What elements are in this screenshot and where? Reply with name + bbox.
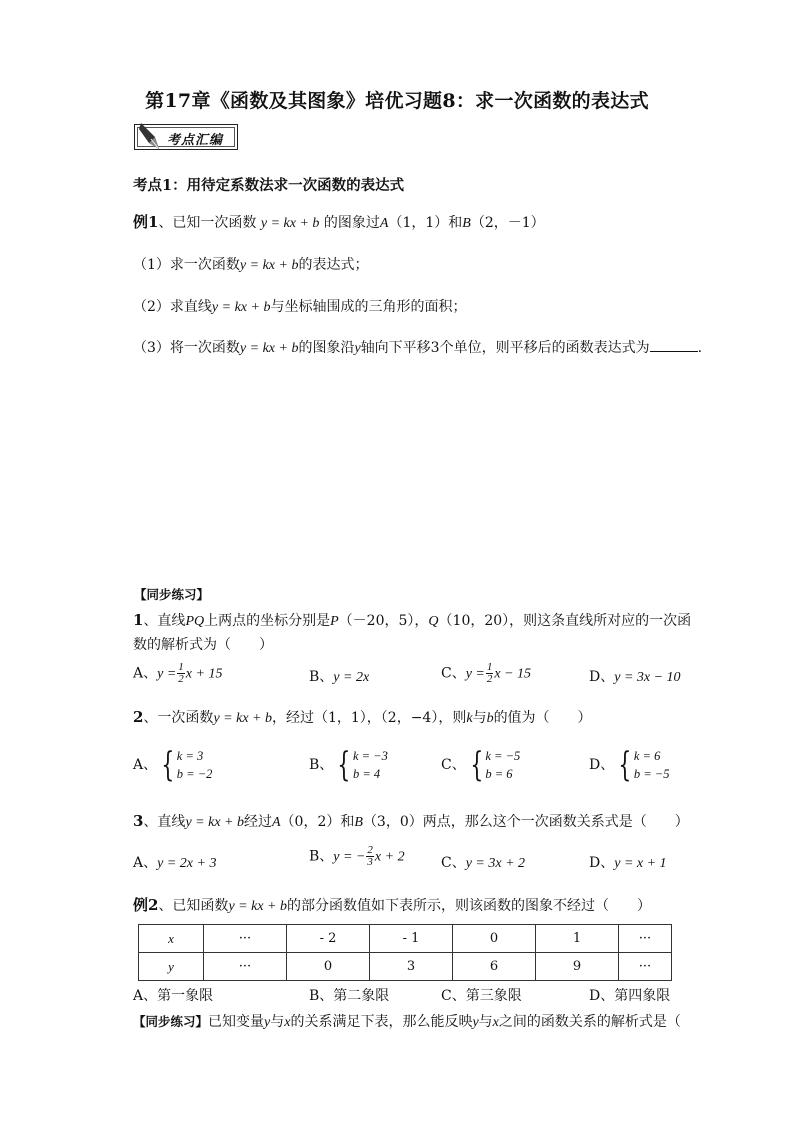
table-row [139,925,672,953]
answer-blank[interactable] [650,339,698,352]
page-title: 第17章《函数及其图象》培优习题8：求一次函数的表达式 [145,90,649,112]
table-cell: 1 [536,925,619,953]
table-cell: y [139,953,204,981]
q1-option-a[interactable]: A、y = $\frac{1}{2}$ x + 15 [133,661,223,685]
q1-option-d[interactable]: D、y = 3x − 10 [589,669,681,685]
q2-option-a[interactable]: A、 { k = 3 b = −2 [133,745,213,785]
q3-option-d[interactable]: D、y = x + 1 [589,855,667,871]
table-cell: x [139,925,204,953]
table-cell: 0 [453,925,536,953]
table-cell: - 2 [287,925,370,953]
table-cell: 6 [453,953,536,981]
practice-heading: 【同步练习】 [134,587,210,602]
example1-q2: （2）求直线y = kx + b与坐标轴围成的三角形的面积； [133,299,467,315]
q2-option-b[interactable]: B、 { k = −3 b = 4 [309,745,388,785]
example1-q1: （1）求一次函数y = kx + b的表达式； [133,257,369,273]
q1-option-c[interactable]: C、y = $\frac{1}{2}$ x − 15 [441,661,532,685]
q3-option-a[interactable]: A、y = 2x + 3 [133,855,217,871]
table-cell: - 1 [370,925,453,953]
ex2-option-c[interactable]: C、第三象限 [441,988,522,1004]
example1-stem: 例1、已知一次函数 y = kx + b 的图象过A（1，1）和B（2，－1） [133,213,545,231]
q3-option-c[interactable]: C、y = 3x + 2 [441,855,526,871]
q3-option-b[interactable]: B、y = − $\frac{2}{3}$ x + 2 [309,844,405,868]
section-heading: 考点1：用待定系数法求一次函数的表达式 [133,177,405,194]
table-cell: ··· [204,953,287,981]
practice2-stem: 【同步练习】已知变量y与x的关系满足下表，那么能反映y与x之间的函数关系的解析式是（ [133,1014,681,1030]
table-cell: ··· [619,925,672,953]
table-cell: ··· [204,925,287,953]
badge-label: 考点汇编 [167,133,224,148]
ex2-option-d[interactable]: D、第四象限 [589,988,671,1004]
practice1-q2-stem: 2、一次函数y = kx + b，经过（1，1），（2，−4），则k与b的值为（ ） [133,708,592,726]
fountain-pen-icon [137,121,163,151]
ex2-option-a[interactable]: A、第一象限 [133,988,214,1004]
practice1-q3-stem: 3、直线y = kx + b经过A（0，2）和B（3，0）两点，那么这个一次函数关系式是（ ） [133,812,689,830]
practice1-q1-stem-line2: 数的解析式为（ ） [133,637,273,653]
practice1-q1-stem: 1、直线PQ上两点的坐标分别是P（－20，5），Q（10，20），则这条直线所对应的一次函 [133,611,692,629]
table-cell: 3 [370,953,453,981]
example2-stem: 例2、已知函数y = kx + b的部分函数值如下表所示，则该函数的图象不经过（ ） [133,896,651,914]
table-cell: 0 [287,953,370,981]
table-cell: 9 [536,953,619,981]
q2-option-d[interactable]: D、 { k = 6 b = −5 [589,745,670,785]
table-row [139,953,672,981]
q2-option-c[interactable]: C、 { k = −5 b = 6 [441,745,521,785]
q1-option-b[interactable]: B、y = 2x [309,669,370,685]
table-cell: ··· [619,953,672,981]
section-badge [134,124,238,150]
values-table [138,924,672,981]
ex2-option-b[interactable]: B、第二象限 [309,988,390,1004]
example1-q3: （3）将一次函数y = kx + b的图象沿y轴向下平移3个单位，则平移后的函数表达式为 . [133,340,703,356]
